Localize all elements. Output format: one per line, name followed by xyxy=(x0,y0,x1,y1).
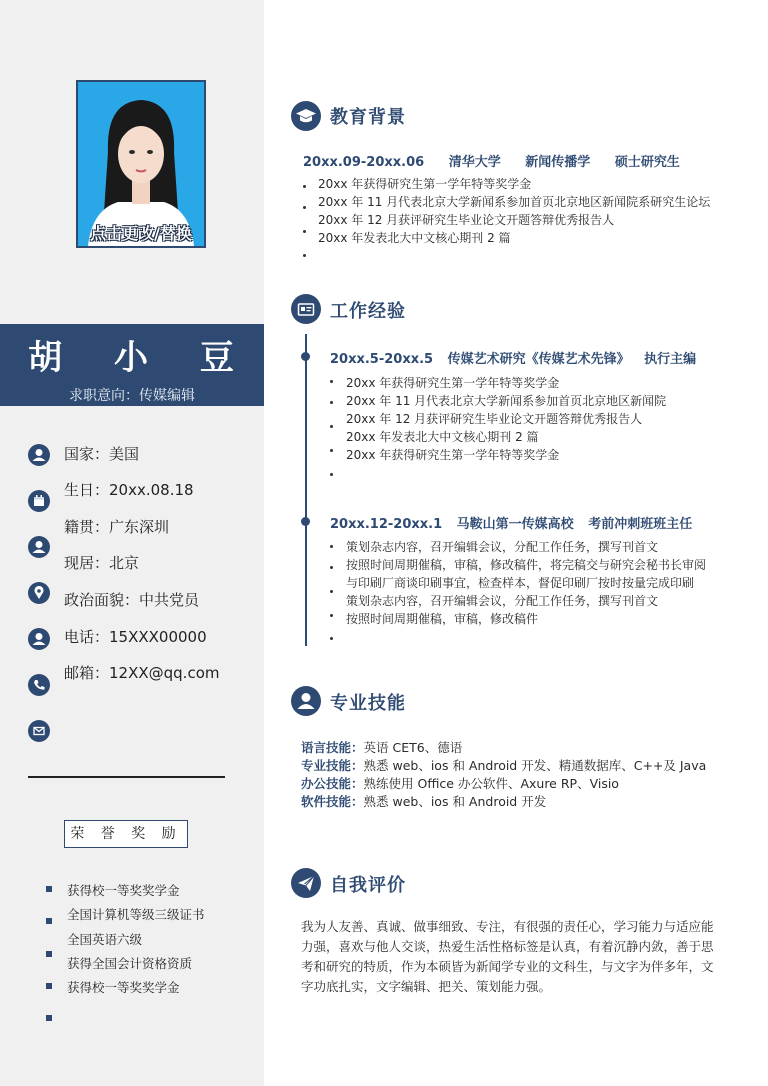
job-header xyxy=(330,348,706,367)
evaluation-text: 我为人友善、真诚、做事细致、专注，有很强的责任心，学习能力与适应能力强，喜欢与他人交谈，热爱生活性格标签是认真，有着沉静内敛，善于思考和研究的特质，作为本硕皆为新闻学专业的文科生，与文字为伴多年，文字功底扎实，文字编辑、把关、策划能力强。 xyxy=(301,919,714,994)
photo-caption[interactable]: 点击更改/替换 xyxy=(90,224,192,243)
skill-text: 熟练使用 Office 办公软件、Axure RP、Visio xyxy=(363,776,619,791)
skill-label: 语言技能： xyxy=(301,740,364,755)
honor-bullet xyxy=(46,983,52,989)
job-item: 20xx 年 11 月代表北京大学新闻系参加首页北京地区新闻院 xyxy=(346,394,667,408)
job-item: 策划杂志内容，召开编辑会议，分配工作任务，撰写刊首文 xyxy=(346,594,659,608)
honor-item: 获得校一等奖奖学金 xyxy=(67,883,180,898)
honor-bullet xyxy=(46,918,52,924)
bullet-dot xyxy=(303,185,306,188)
bullet-dot xyxy=(330,380,333,383)
location-pin-icon xyxy=(28,582,50,604)
paper-plane-icon xyxy=(291,868,321,898)
name-band xyxy=(0,324,264,406)
job-item: 20xx 年获得研究生第一学年特等奖学金 xyxy=(346,376,560,390)
skill-label: 办公技能： xyxy=(301,776,364,791)
bullet-dot xyxy=(330,545,333,548)
education-degree: 硕士研究生 xyxy=(614,155,680,170)
education-item: 20xx 年 12 月获评研究生毕业论文开题答辩优秀报告人 xyxy=(318,213,615,227)
job-org: 马鞍山第一传媒高校 xyxy=(456,517,574,532)
info-country: 国家：美国 xyxy=(64,445,140,463)
education-item: 20xx 年获得研究生第一学年特等奖学金 xyxy=(318,177,532,191)
bullet-dot xyxy=(303,254,306,257)
job-org: 传媒艺术研究《传媒艺术先锋》 xyxy=(447,352,630,367)
user-icon xyxy=(291,686,321,716)
job-item: 与印刷厂商谈印刷事宜，检查样本，督促印刷厂按时按量完成印刷 xyxy=(346,576,695,590)
person-icon xyxy=(28,536,50,558)
bullet-dot xyxy=(303,230,306,233)
job-role: 执行主编 xyxy=(644,352,697,367)
info-birthday: 生日：20xx.08.18 xyxy=(64,481,194,499)
profile-photo[interactable] xyxy=(76,80,206,248)
bullet-dot xyxy=(330,566,333,569)
honor-item: 全国计算机等级三级证书 xyxy=(67,907,205,922)
bullet-dot xyxy=(330,614,333,617)
job-item: 策划杂志内容，召开编辑会议，分配工作任务，撰写刊首文 xyxy=(346,540,659,554)
phone-icon xyxy=(28,674,50,696)
bullet-dot xyxy=(330,425,333,428)
person-icon xyxy=(28,444,50,466)
bullet-dot xyxy=(330,449,333,452)
evaluation-title: 自我评价 xyxy=(330,875,406,896)
info-phone: 电话：15XXX00000 xyxy=(64,628,207,646)
education-item: 20xx 年 11 月代表北京大学新闻系参加首页北京地区新闻院系研究生论坛 xyxy=(318,195,711,209)
candidate-name: 胡 小 豆 xyxy=(28,338,254,378)
skill-text: 熟悉 web、ios 和 Android 开发、精通数据库、C++及 Java xyxy=(363,758,707,773)
skill-line xyxy=(301,756,706,774)
bullet-dot xyxy=(330,473,333,476)
honor-item: 全国英语六级 xyxy=(67,932,143,947)
bullet-dot xyxy=(330,637,333,640)
honor-bullet xyxy=(46,951,52,957)
skill-line xyxy=(301,738,462,756)
job-role: 考前冲刺班班主任 xyxy=(588,517,693,532)
skill-text: 熟悉 web、ios 和 Android 开发 xyxy=(363,794,547,809)
honor-item: 获得全国会计资格资质 xyxy=(67,956,193,971)
calendar-icon xyxy=(28,490,50,512)
education-period: 20xx.09-20xx.06 xyxy=(303,155,425,170)
honors-title: 荣 誉 奖 励 xyxy=(64,820,188,848)
job-intent: 求职意向：传媒编辑 xyxy=(69,388,195,404)
education-item: 20xx 年发表北大中文核心期刊 2 篇 xyxy=(318,231,511,245)
work-title: 工作经验 xyxy=(330,301,406,322)
education-school: 清华大学 xyxy=(448,155,501,170)
skill-line xyxy=(301,774,619,792)
bullet-dot xyxy=(303,206,306,209)
person-icon xyxy=(28,628,50,650)
graduation-cap-icon xyxy=(291,101,321,131)
bullet-dot xyxy=(330,590,333,593)
skill-line xyxy=(301,792,546,810)
skills-title: 专业技能 xyxy=(330,693,406,714)
sidebar xyxy=(0,0,264,1086)
job-item: 20xx 年获得研究生第一学年特等奖学金 xyxy=(346,448,560,462)
education-title: 教育背景 xyxy=(330,107,406,128)
job-period: 20xx.5-20xx.5 xyxy=(330,352,434,367)
education-major: 新闻传播学 xyxy=(525,155,591,170)
bullet-dot xyxy=(330,401,333,404)
info-hometown: 籍贯：广东深圳 xyxy=(64,518,170,536)
job-item: 按照时间周期催稿，审稿，修改稿件 xyxy=(346,612,539,626)
job-header xyxy=(330,513,702,532)
job-item: 20xx 年 12 月获评研究生毕业论文开题答辩优秀报告人 xyxy=(346,412,643,426)
sidebar-divider xyxy=(28,776,225,778)
education-header xyxy=(303,151,700,170)
skill-label: 软件技能： xyxy=(301,794,364,809)
mail-icon xyxy=(28,720,50,742)
timeline-node xyxy=(301,352,310,361)
info-email: 邮箱：12XX@qq.com xyxy=(64,664,220,682)
job-period: 20xx.12-20xx.1 xyxy=(330,517,443,532)
job-item: 20xx 年发表北大中文核心期刊 2 篇 xyxy=(346,430,539,444)
honor-bullet xyxy=(46,886,52,892)
honor-item: 获得校一等奖奖学金 xyxy=(67,980,180,995)
timeline-node xyxy=(301,517,310,526)
skill-label: 专业技能： xyxy=(301,758,364,773)
honor-bullet xyxy=(46,1015,52,1021)
info-residence: 现居：北京 xyxy=(64,554,140,572)
info-political-status: 政治面貌：中共党员 xyxy=(64,591,200,609)
job-item: 按照时间周期催稿，审稿，修改稿件，将完稿交与研究会秘书长审阅 xyxy=(346,558,707,572)
id-card-icon xyxy=(291,294,321,324)
timeline-line xyxy=(305,334,307,646)
skill-text: 英语 CET6、德语 xyxy=(363,740,463,755)
